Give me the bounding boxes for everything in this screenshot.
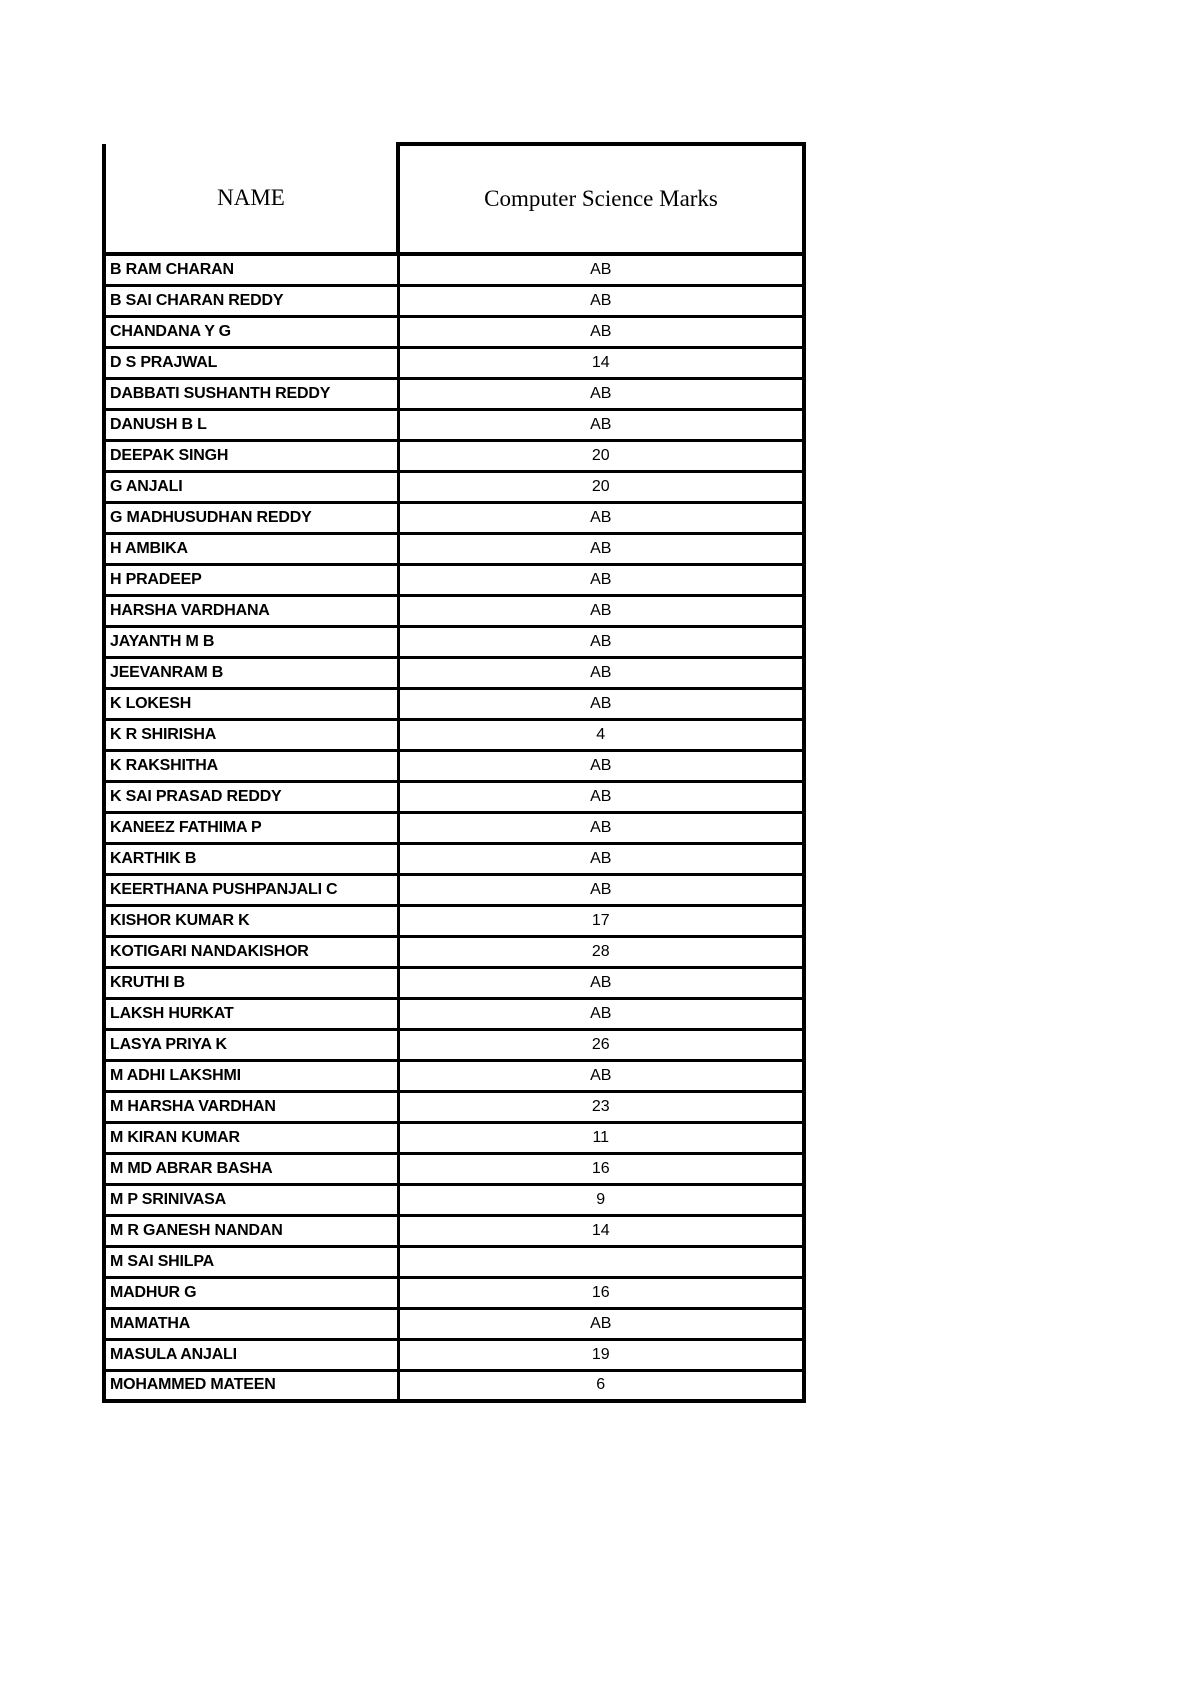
marks-cell: 17: [398, 905, 804, 936]
student-name-cell: KISHOR KUMAR K: [104, 905, 398, 936]
table-row: [104, 750, 804, 781]
student-name-cell: K RAKSHITHA: [104, 750, 398, 781]
marks-cell: AB: [398, 564, 804, 595]
marks-cell: AB: [398, 285, 804, 316]
student-name-cell: KARTHIK B: [104, 843, 398, 874]
student-name-cell: G MADHUSUDHAN REDDY: [104, 502, 398, 533]
table-row: [104, 843, 804, 874]
marks-cell: AB: [398, 378, 804, 409]
student-name-cell: MAMATHA: [104, 1308, 398, 1339]
marks-cell: 11: [398, 1122, 804, 1153]
marks-cell: AB: [398, 688, 804, 719]
marks-cell: 20: [398, 440, 804, 471]
student-name-cell: M KIRAN KUMAR: [104, 1122, 398, 1153]
marks-cell: 14: [398, 347, 804, 378]
marks-cell: AB: [398, 316, 804, 347]
marks-cell: 14: [398, 1215, 804, 1246]
table-row: [104, 533, 804, 564]
student-name-cell: DANUSH B L: [104, 409, 398, 440]
marks-cell: AB: [398, 409, 804, 440]
table-row: [104, 378, 804, 409]
marks-cell: 23: [398, 1091, 804, 1122]
student-name-cell: MOHAMMED MATEEN: [104, 1370, 398, 1401]
student-name-cell: KOTIGARI NANDAKISHOR: [104, 936, 398, 967]
table-row: [104, 812, 804, 843]
marks-cell: 19: [398, 1339, 804, 1370]
student-name-cell: K R SHIRISHA: [104, 719, 398, 750]
student-name-cell: M SAI SHILPA: [104, 1246, 398, 1277]
student-name-cell: M R GANESH NANDAN: [104, 1215, 398, 1246]
student-name-cell: LASYA PRIYA K: [104, 1029, 398, 1060]
table-row: [104, 1370, 804, 1401]
marks-table: [102, 142, 806, 1403]
table-row: [104, 285, 804, 316]
table-row: [104, 347, 804, 378]
marks-cell: 6: [398, 1370, 804, 1401]
marks-cell: 9: [398, 1184, 804, 1215]
student-name-cell: KRUTHI B: [104, 967, 398, 998]
student-name-cell: M MD ABRAR BASHA: [104, 1153, 398, 1184]
student-name-cell: MASULA ANJALI: [104, 1339, 398, 1370]
marks-cell: 16: [398, 1277, 804, 1308]
student-name-cell: H PRADEEP: [104, 564, 398, 595]
marks-cell: AB: [398, 1060, 804, 1091]
marks-cell: AB: [398, 502, 804, 533]
table-header: [104, 144, 804, 254]
student-name-cell: M P SRINIVASA: [104, 1184, 398, 1215]
marks-cell: AB: [398, 812, 804, 843]
header-row: [104, 144, 804, 254]
table-row: [104, 595, 804, 626]
name-column-header: NAME: [104, 144, 398, 254]
marks-cell: AB: [398, 781, 804, 812]
marks-cell: 28: [398, 936, 804, 967]
marks-cell: 4: [398, 719, 804, 750]
student-name-cell: HARSHA VARDHANA: [104, 595, 398, 626]
marks-cell: AB: [398, 533, 804, 564]
student-name-cell: JEEVANRAM B: [104, 657, 398, 688]
student-name-cell: B RAM CHARAN: [104, 254, 398, 285]
student-name-cell: LAKSH HURKAT: [104, 998, 398, 1029]
marks-cell: AB: [398, 750, 804, 781]
table-row: [104, 409, 804, 440]
table-row: [104, 1060, 804, 1091]
student-name-cell: KEERTHANA PUSHPANJALI C: [104, 874, 398, 905]
marks-cell: AB: [398, 657, 804, 688]
table-row: [104, 1339, 804, 1370]
table-row: [104, 626, 804, 657]
table-row: [104, 1091, 804, 1122]
table-row: [104, 998, 804, 1029]
table-row: [104, 1277, 804, 1308]
table-row: [104, 502, 804, 533]
table-row: [104, 657, 804, 688]
student-name-cell: H AMBIKA: [104, 533, 398, 564]
student-name-cell: JAYANTH M B: [104, 626, 398, 657]
marks-cell: [398, 1246, 804, 1277]
marks-cell: AB: [398, 254, 804, 285]
student-name-cell: G ANJALI: [104, 471, 398, 502]
marks-column-header: Computer Science Marks: [398, 144, 804, 254]
table-row: [104, 1122, 804, 1153]
marks-cell: AB: [398, 595, 804, 626]
marks-cell: AB: [398, 874, 804, 905]
marks-cell: AB: [398, 967, 804, 998]
student-name-cell: B SAI CHARAN REDDY: [104, 285, 398, 316]
student-name-cell: M HARSHA VARDHAN: [104, 1091, 398, 1122]
table-row: [104, 936, 804, 967]
table-row: [104, 1215, 804, 1246]
marks-cell: AB: [398, 1308, 804, 1339]
table-row: [104, 781, 804, 812]
table-row: [104, 967, 804, 998]
student-name-cell: DABBATI SUSHANTH REDDY: [104, 378, 398, 409]
table-row: [104, 688, 804, 719]
student-name-cell: K SAI PRASAD REDDY: [104, 781, 398, 812]
table-row: [104, 1029, 804, 1060]
marks-cell: AB: [398, 998, 804, 1029]
student-name-cell: D S PRAJWAL: [104, 347, 398, 378]
student-name-cell: K LOKESH: [104, 688, 398, 719]
table-row: [104, 254, 804, 285]
table-row: [104, 905, 804, 936]
student-name-cell: KANEEZ FATHIMA P: [104, 812, 398, 843]
marks-cell: AB: [398, 843, 804, 874]
student-name-cell: MADHUR G: [104, 1277, 398, 1308]
marks-cell: AB: [398, 626, 804, 657]
marks-cell: 20: [398, 471, 804, 502]
table-row: [104, 440, 804, 471]
table-row: [104, 874, 804, 905]
table-body: [104, 254, 804, 1401]
marks-cell: 26: [398, 1029, 804, 1060]
marks-cell: 16: [398, 1153, 804, 1184]
table-row: [104, 1153, 804, 1184]
table-row: [104, 564, 804, 595]
table-row: [104, 471, 804, 502]
table-row: [104, 1246, 804, 1277]
student-name-cell: DEEPAK SINGH: [104, 440, 398, 471]
student-name-cell: M ADHI LAKSHMI: [104, 1060, 398, 1091]
table-row: [104, 316, 804, 347]
table-row: [104, 719, 804, 750]
student-name-cell: CHANDANA Y G: [104, 316, 398, 347]
table-row: [104, 1308, 804, 1339]
table-row: [104, 1184, 804, 1215]
